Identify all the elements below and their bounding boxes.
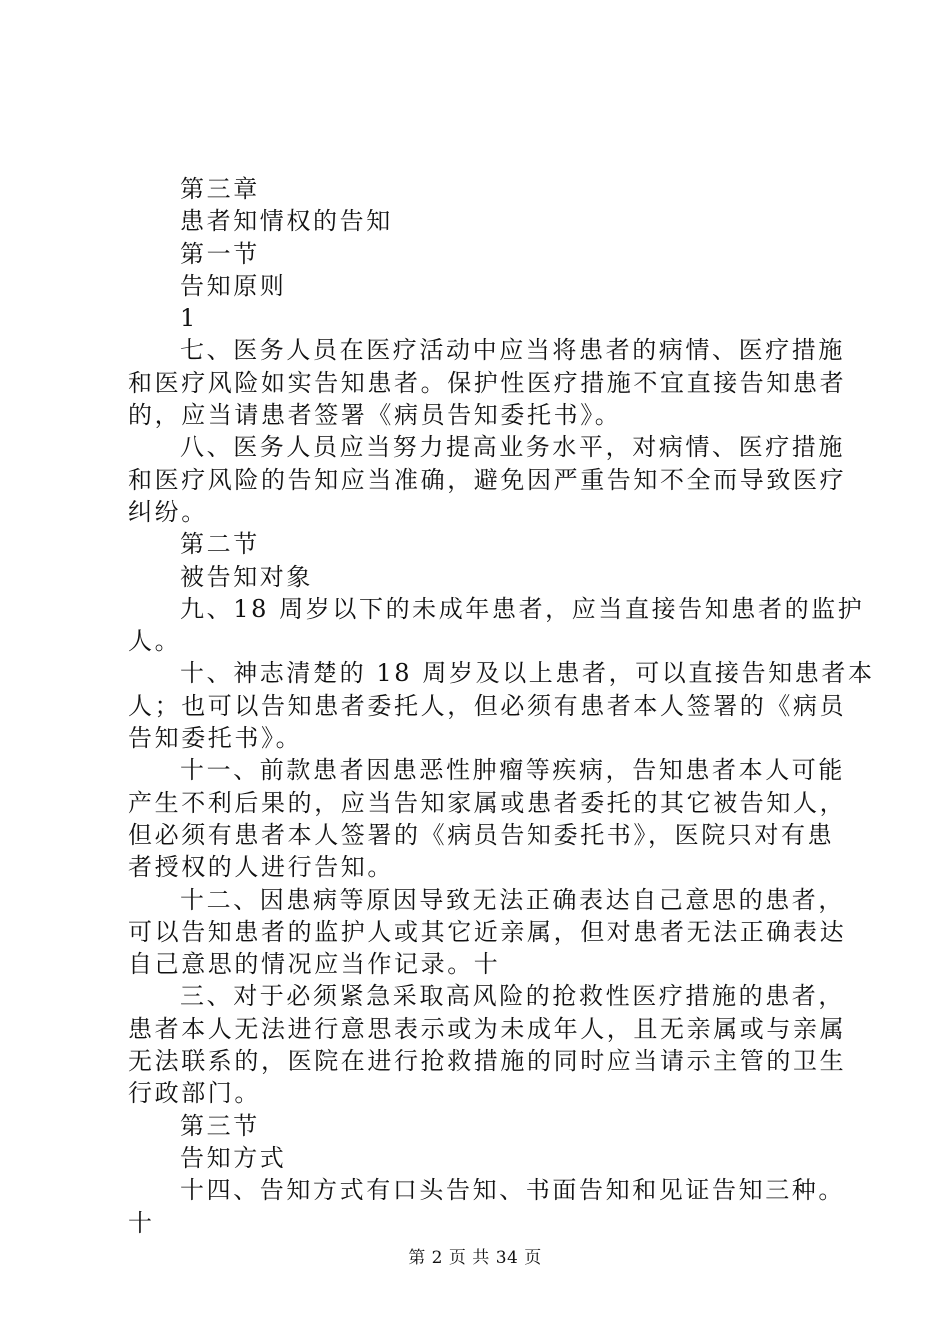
paragraph-line: 可以告知患者的监护人或其它近亲属，但对患者无法正确表达 [128,917,847,946]
paragraph-article-14 [128,1174,845,1239]
paragraph-line: 者授权的人进行告知。 [128,853,394,882]
document-body [128,173,875,1239]
section-title: 告知原则 [180,271,287,300]
chapter-title: 患者知情权的告知 [180,207,393,236]
paragraph-line: 但必须有患者本人签署的《病员告知委托书》，医院只对有患 [128,820,835,849]
paragraph-line: 十四、告知方式有口头告知、书面告知和见证告知三种。 [180,1176,845,1205]
paragraph-article-7 [128,334,847,431]
paragraph-article-9 [128,593,865,658]
paragraph-line: 九、18 周岁以下的未成年患者，应当直接告知患者的监护 [180,594,865,623]
section-heading: 第二节 [180,530,260,559]
paragraph-line: 无法联系的，医院在进行抢救措施的同时应当请示主管的卫生 [128,1047,847,1076]
paragraph-line: 十一、前款患者因患恶性肿瘤等疾病，告知患者本人可能 [180,756,845,785]
paragraph-line: 七、医务人员在医疗活动中应当将患者的病情、医疗措施 [180,336,845,365]
paragraph-line: 三、对于必须紧急采取高风险的抢救性医疗措施的患者， [180,982,845,1011]
paragraph-line: 行政部门。 [128,1079,261,1108]
paragraph-line: 和医疗风险如实告知患者。保护性医疗措施不宜直接告知患者 [128,368,847,397]
paragraph-line: 的，应当请患者签署《病员告知委托书》。 [128,401,622,430]
chapter-heading: 第三章 [180,175,260,203]
section-title: 被告知对象 [180,562,313,591]
section-title: 告知方式 [180,1143,287,1172]
paragraph-line: 人；也可以告知患者委托人，但必须有患者本人签署的《病员 [128,691,847,720]
paragraph-line: 纠纷。 [128,497,208,526]
section-heading: 第三节 [180,1111,260,1140]
paragraph-line: 十二、因患病等原因导致无法正确表达自己意思的患者， [180,885,845,914]
paragraph-line: 人。 [128,627,182,656]
paragraph-line: 十、神志清楚的 18 周岁及以上患者，可以直接告知患者本 [180,659,875,688]
paragraph-line: 和医疗风险的告知应当准确，避免因严重告知不全而导致医疗 [128,465,847,494]
paragraph-line: 八、医务人员应当努力提高业务水平，对病情、医疗措施 [180,433,845,462]
page-footer: 第 2 页 共 34 页 [408,1248,542,1268]
paragraph-line: 告知委托书》。 [128,724,303,753]
paragraph-line: 患者本人无法进行意思表示或为未成年人，且无亲属或与亲属 [128,1014,847,1043]
paragraph-article-12 [128,884,847,981]
paragraph-article-8 [128,431,847,528]
paragraph-article-11 [128,754,847,883]
section-number: 1 [180,304,198,333]
paragraph-article-10 [128,657,875,754]
paragraph-line: 自己意思的情况应当作记录。十 [128,950,501,979]
paragraph-line: 产生不利后果的，应当告知家属或患者委托的其它被告知人， [128,788,847,817]
paragraph-article-13 [128,980,847,1109]
section-heading: 第一节 [180,239,260,268]
paragraph-line: 十 [128,1208,155,1237]
